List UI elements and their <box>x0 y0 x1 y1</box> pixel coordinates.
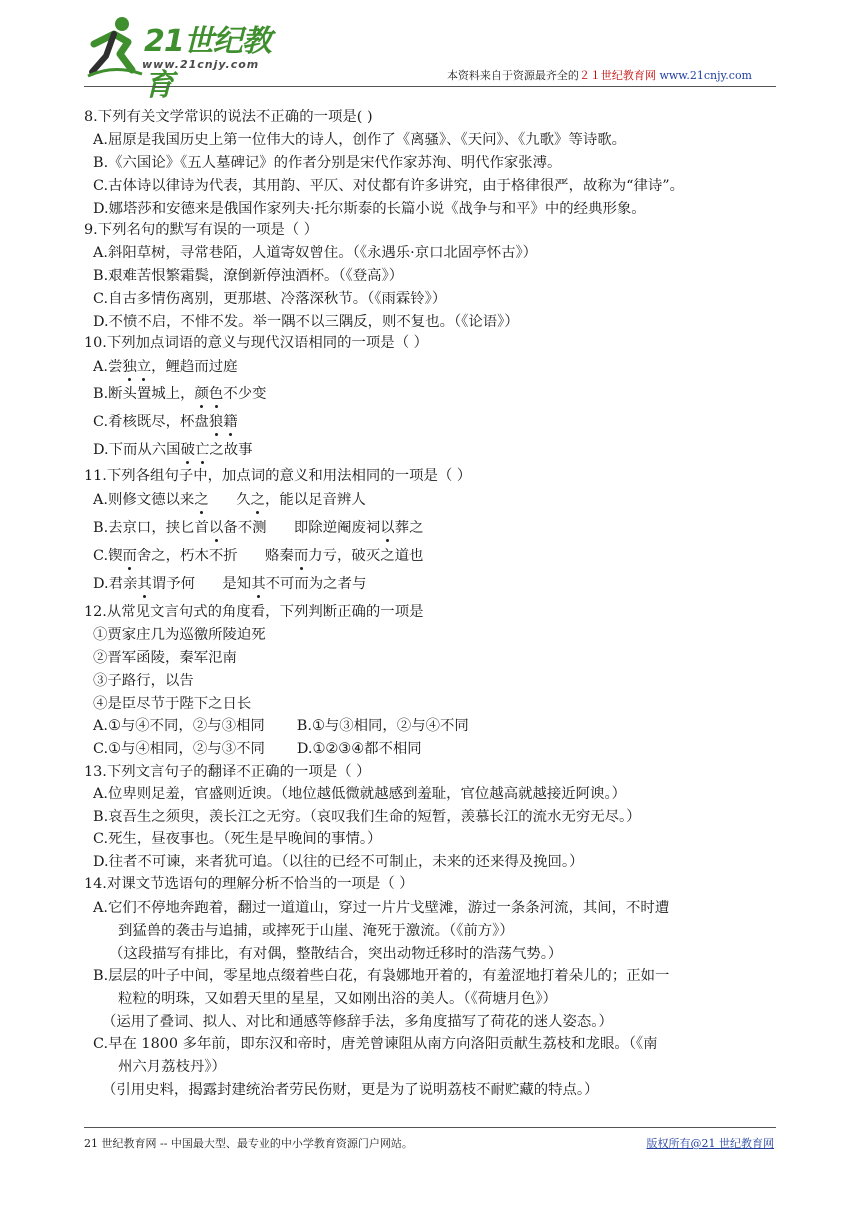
text-segment: D.下而从六国 <box>93 442 181 458</box>
q14-option-b-analysis: （运用了叠词、拟人、对比和通感等修辞手法，多角度描写了荷花的迷人姿态。） <box>102 1014 613 1030</box>
text-segment: 力亏，破灭之道也 <box>308 548 424 564</box>
dotted-char: 之 <box>250 492 265 508</box>
dotted-char: 狼 <box>208 414 224 430</box>
dotted-char: 以 <box>380 520 395 536</box>
text-segment: ，鲤趋而过庭 <box>151 359 238 375</box>
site-logo <box>84 14 294 103</box>
q13-option-b: B.哀吾生之须臾，羡长江之无穷。（哀叹我们生命的短暂，羡慕长江的流水无穷无尽。） <box>93 809 641 825</box>
text-segment: 舍之，朽木不折 赂秦 <box>136 548 294 564</box>
dotted-char: 籍 <box>223 414 238 430</box>
q8-stem: 8.下列有关文学常识的说法不正确的一项是( ) <box>84 109 373 125</box>
logo-title: 21世纪教育 <box>144 24 271 103</box>
text-segment: ，能以足音辨人 <box>264 492 366 508</box>
dotted-char: 而 <box>293 548 309 564</box>
q12-item-2: ②晋军函陵，秦军氾南 <box>93 650 237 666</box>
text-segment: A.尝 <box>93 359 123 375</box>
dotted-char: 独 <box>122 359 137 375</box>
q11-option-c <box>93 546 423 566</box>
q14-option-a-line2: 到猛兽的袭击与追捕，或摔死于山崖、淹死于激流。（《前方》） <box>118 923 514 939</box>
dotted-char: 颜 <box>194 386 209 402</box>
q8-option-a: A.屈原是我国历史上第一位伟大的诗人，创作了《离骚》、《天问》、《九歌》等诗歌。 <box>93 132 627 148</box>
text-segment: 久 <box>208 492 251 508</box>
dotted-char: 其 <box>251 576 266 592</box>
q13-option-d: D.往者不可谏，来者犹可追。（以往的已经不可制止，未来的还来得及挽回。） <box>93 854 584 870</box>
q14-stem: 14.对课文节选语句的理解分析不恰当的一项是（ ） <box>84 876 414 892</box>
q11-stem: 11.下列各组句子中，加点词的意义和用法相同的一项是（ ） <box>84 468 472 484</box>
logo-url: www.21cnjy.com <box>142 58 260 71</box>
text-segment: A.则修文德以来 <box>93 492 195 508</box>
q8-option-d: D.娜塔莎和安德来是俄国作家列夫·托尔斯泰的长篇小说《战争与和平》中的经典形象。 <box>93 201 646 217</box>
q14-option-c-analysis: （引用史料，揭露封建统治者劳民伤财，更是为了说明荔枝不耐贮藏的特点。） <box>102 1082 599 1098</box>
header-note-site[interactable]: ２１世纪教育网 <box>578 69 656 82</box>
header-divider <box>84 86 776 87</box>
q14-option-c-line2: 州六月荔枝丹》） <box>118 1059 226 1075</box>
q10-option-b <box>93 384 267 404</box>
runner-logo-icon <box>84 14 144 80</box>
q9-option-b: B.艰难苦恨繁霜鬓，潦倒新停浊酒杯。（《登高》） <box>93 268 404 284</box>
dotted-char: 立 <box>136 359 152 375</box>
dotted-char: 破 <box>180 442 195 458</box>
text-segment: 不可而为之者与 <box>265 576 367 592</box>
q10-option-c <box>93 412 238 432</box>
text-segment: 备不测 即除逆阉废祠 <box>223 520 381 536</box>
dotted-char: 色 <box>208 386 224 402</box>
q12-item-3: ③子路行，以告 <box>93 673 194 689</box>
footer-divider <box>84 1127 776 1128</box>
q13-option-c: C.死生，昼夜事也。（死生是早晚间的事情。） <box>93 831 382 847</box>
footer-copyright-link[interactable]: 版权所有@21 世纪教育网 <box>646 1137 774 1150</box>
q10-option-a <box>93 357 238 377</box>
q12-stem: 12.从常见文言句式的角度看，下列判断正确的一项是 <box>84 604 424 620</box>
text-segment: B.断头置城上， <box>93 386 195 402</box>
page-header <box>0 0 860 103</box>
text-segment: C.肴核既尽，杯盘 <box>93 414 209 430</box>
q13-stem: 13.下列文言句子的翻译不正确的一项是（ ） <box>84 764 371 780</box>
dotted-char: 其 <box>137 576 152 592</box>
q10-stem: 10.下列加点词语的意义与现代汉语相同的一项是（ ） <box>84 335 429 351</box>
header-note-prefix: 本资料来自于资源最齐全的 <box>446 69 579 82</box>
header-note <box>447 67 752 83</box>
q12-item-4: ④是臣尽节于陛下之日长 <box>93 696 252 712</box>
q12-item-1: ①贾家庄几为巡徼所陵迫死 <box>93 627 266 643</box>
q11-option-d <box>93 574 366 594</box>
footer-site-description: 21 世纪教育网 -- 中国最大型、最专业的中小学教育资源门户网站。 <box>84 1137 413 1150</box>
header-note-url[interactable]: www.21cnjy.com <box>659 69 752 82</box>
text-segment: B.去京口，挟匕首 <box>93 520 209 536</box>
text-segment: D.君亲 <box>93 576 138 592</box>
q14-option-b-line2: 粒粒的明珠，又如碧天里的星星，又如刚出浴的美人。（《荷塘月色》） <box>118 991 557 1007</box>
q14-option-b-line1: B.层层的叶子中间，零星地点缀着些白花，有袅娜地开着的，有羞涩地打着朵儿的；正如一 <box>93 968 670 984</box>
q9-option-c: C.自古多情伤离别，更那堪、冷落深秋节。（《雨霖铃》） <box>93 291 447 307</box>
text-segment: 之故事 <box>209 442 253 458</box>
dotted-char: 之 <box>194 492 209 508</box>
q9-stem: 9.下列名句的默写有误的一项是（ ） <box>84 222 319 238</box>
q14-option-c-line1: C.早在 1800 多年前，即东汉和帝时，唐羌曾谏阻从南方向洛阳贡献生荔枝和龙眼。（《南 <box>93 1036 658 1052</box>
text-segment: 葬之 <box>394 520 424 536</box>
q14-option-a-analysis: （这段描写有排比，有对偶，整散结合，突出动物迁移时的浩荡气势。） <box>109 946 563 962</box>
q11-option-a <box>93 490 366 510</box>
text-segment: 不少变 <box>223 386 267 402</box>
q11-option-b <box>93 518 423 538</box>
q8-option-b: B.《六国论》《五人墓碑记》的作者分别是宋代作家苏洵、明代作家张溥。 <box>93 155 562 171</box>
q9-option-d: D.不愤不启，不悱不发。举一隅不以三隅反，则不复也。（《论语》） <box>93 314 519 330</box>
dotted-char: 以 <box>208 520 224 536</box>
q14-option-a-line1: A.它们不停地奔跑着，翻过一道道山，穿过一片片戈壁滩，游过一条条河流，其间，不时遭 <box>93 900 670 916</box>
q10-option-d <box>93 440 253 460</box>
q12-options-cd: C.①与④相同，②与③不同 D.①②③④都不相同 <box>93 741 422 757</box>
q9-option-a: A.斜阳草树，寻常巷陌，人道寄奴曾住。（《永遇乐·京口北固亭怀古》） <box>93 245 538 261</box>
q13-option-a: A.位卑则足羞，官盛则近谀。（地位越低微就越感到羞耻，官位越高就越接近阿谀。） <box>93 786 627 802</box>
dotted-char: 亡 <box>194 442 210 458</box>
q12-options-ab: A.①与④不同，②与③相同 B.①与③相同，②与④不同 <box>93 718 469 734</box>
dotted-char: 而 <box>122 548 137 564</box>
q8-option-c: C.古体诗以律诗为代表，其用韵、平仄、对仗都有许多讲究，由于格律很严，故称为“律诗”。 <box>93 178 685 194</box>
text-segment: 谓予何 是知 <box>151 576 252 592</box>
text-segment: C.锲 <box>93 548 123 564</box>
